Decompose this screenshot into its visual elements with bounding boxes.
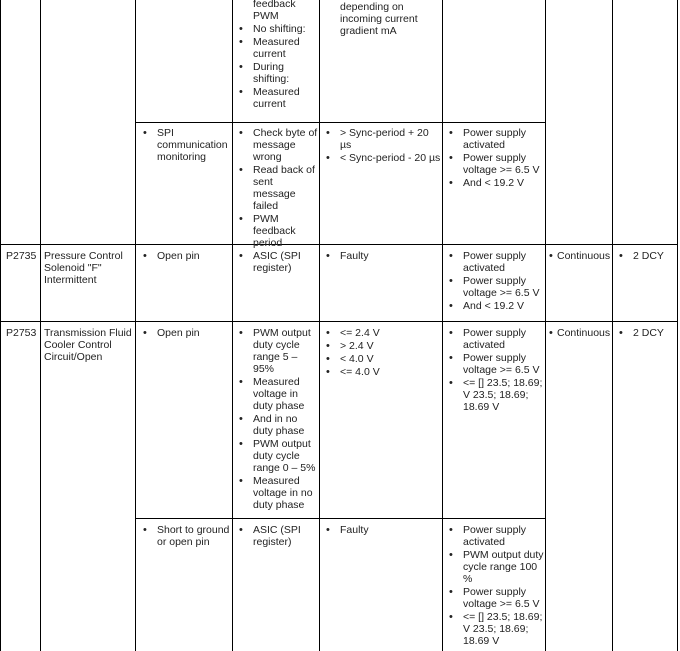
top-criteria-cell <box>236 0 316 111</box>
condition-item: • Power supply activated <box>446 327 544 351</box>
p2753-threshold-cell <box>323 327 441 379</box>
p2735-code: P2735 <box>6 250 37 262</box>
threshold-text: depending on incoming current gradient mA <box>340 1 418 37</box>
condition-item: • And < 19.2 V <box>446 300 544 312</box>
threshold-item: • <= 2.4 V <box>323 327 441 339</box>
condition-item: • Power supply voltage >= 6.5 V <box>446 586 544 610</box>
criteria-item: feedback PWM <box>253 0 296 22</box>
grid-vline <box>0 0 1 651</box>
p2753b-conditions-cell <box>446 524 544 648</box>
criteria-item: • During shifting: <box>236 61 316 85</box>
p2735-time-cell <box>546 250 612 263</box>
criteria-item: • Measured current <box>236 36 316 60</box>
criteria-item: • PWM feedback period <box>236 213 318 249</box>
p2753b-strategy-cell <box>140 524 230 549</box>
threshold-item: • <= 4.0 V <box>323 366 441 378</box>
criteria-item: • And in no duty phase <box>236 413 318 437</box>
criteria-item: • Measured current <box>236 86 316 110</box>
grid-vline <box>232 0 233 651</box>
p2735-mil-cell <box>616 250 676 263</box>
grid-vline <box>677 0 678 651</box>
p2753-conditions-cell <box>446 327 544 414</box>
p2735-conditions-cell <box>446 250 544 313</box>
condition-item: • Power supply voltage >= 6.5 V <box>446 152 544 176</box>
criteria-item: • Check byte of message wrong <box>236 127 318 163</box>
p2735-strategy-cell <box>140 250 230 263</box>
p2753b-threshold-cell <box>323 524 441 537</box>
strategy-item: • Short to ground or open pin <box>140 524 230 548</box>
spi-strategy-cell <box>140 127 230 164</box>
criteria-item: • ASIC (SPI register) <box>236 524 318 548</box>
p2735-description: Pressure Control Solenoid "F" Intermittent <box>44 250 123 286</box>
criteria-item: • PWM output duty cycle range 0 – 5% <box>236 438 318 474</box>
criteria-item: • Read back of sent message failed <box>236 164 318 212</box>
p2753-strategy-cell <box>140 327 230 340</box>
p2735-threshold-cell <box>323 250 441 263</box>
grid-vline <box>40 0 41 651</box>
top-threshold-cell <box>340 1 436 37</box>
strategy-item: • SPI communication monitoring <box>140 127 230 163</box>
grid-hline <box>135 518 546 519</box>
p2753-code: P2753 <box>6 327 37 339</box>
grid-vline <box>612 0 613 651</box>
threshold-item: • Faulty <box>323 250 441 262</box>
grid-vline <box>135 0 136 651</box>
criteria-item: • Measured voltage in duty phase <box>236 376 318 412</box>
p2753-mil-cell <box>616 327 676 340</box>
mil-item: • 2 DCY <box>616 327 676 339</box>
mil-item: • 2 DCY <box>616 250 676 262</box>
condition-item: • Power supply voltage >= 6.5 V <box>446 352 544 376</box>
grid-hline <box>135 122 546 123</box>
condition-item: • PWM output duty cycle range 100 % <box>446 549 544 585</box>
condition-item: • Power supply voltage >= 6.5 V <box>446 275 544 299</box>
condition-item: • Power supply activated <box>446 524 544 548</box>
threshold-item: • > 2.4 V <box>323 340 441 352</box>
p2753b-criteria-cell <box>236 524 318 549</box>
criteria-item: • ASIC (SPI register) <box>236 250 318 274</box>
spi-threshold-cell <box>323 127 441 165</box>
p2753-time-cell <box>546 327 612 340</box>
strategy-item: • Open pin <box>140 250 230 262</box>
grid-vline <box>319 0 320 651</box>
condition-item: • Power supply activated <box>446 250 544 274</box>
criteria-item: • PWM output duty cycle range 5 – 95% <box>236 327 318 375</box>
p2735-criteria-cell <box>236 250 318 275</box>
condition-item: • And < 19.2 V <box>446 177 544 189</box>
threshold-item: • < 4.0 V <box>323 353 441 365</box>
threshold-item: • Faulty <box>323 524 441 536</box>
threshold-item: • > Sync-period + 20 µs <box>323 127 441 151</box>
p2753-description: Transmission Fluid Cooler Control Circuit/Open <box>44 327 132 363</box>
spi-criteria-cell <box>236 127 318 250</box>
grid-vline <box>545 0 546 651</box>
threshold-item: • < Sync-period - 20 µs <box>323 152 441 164</box>
criteria-item: • Measured voltage in no duty phase <box>236 475 318 511</box>
criteria-item: • No shifting: <box>236 23 316 35</box>
spi-conditions-cell <box>446 127 544 190</box>
grid-hline <box>0 244 678 245</box>
strategy-item: • Open pin <box>140 327 230 339</box>
condition-item: • <= [] 23.5; 18.69; V 23.5; 18.69; 18.69 V <box>446 377 544 413</box>
grid-hline <box>0 321 678 322</box>
condition-item: • Power supply activated <box>446 127 544 151</box>
time-item: • Continuous <box>546 327 612 339</box>
condition-item: • <= [] 23.5; 18.69; V 23.5; 18.69; 18.69 V <box>446 611 544 647</box>
grid-vline <box>442 0 443 651</box>
time-item: • Continuous <box>546 250 612 262</box>
p2753-criteria-cell <box>236 327 318 512</box>
